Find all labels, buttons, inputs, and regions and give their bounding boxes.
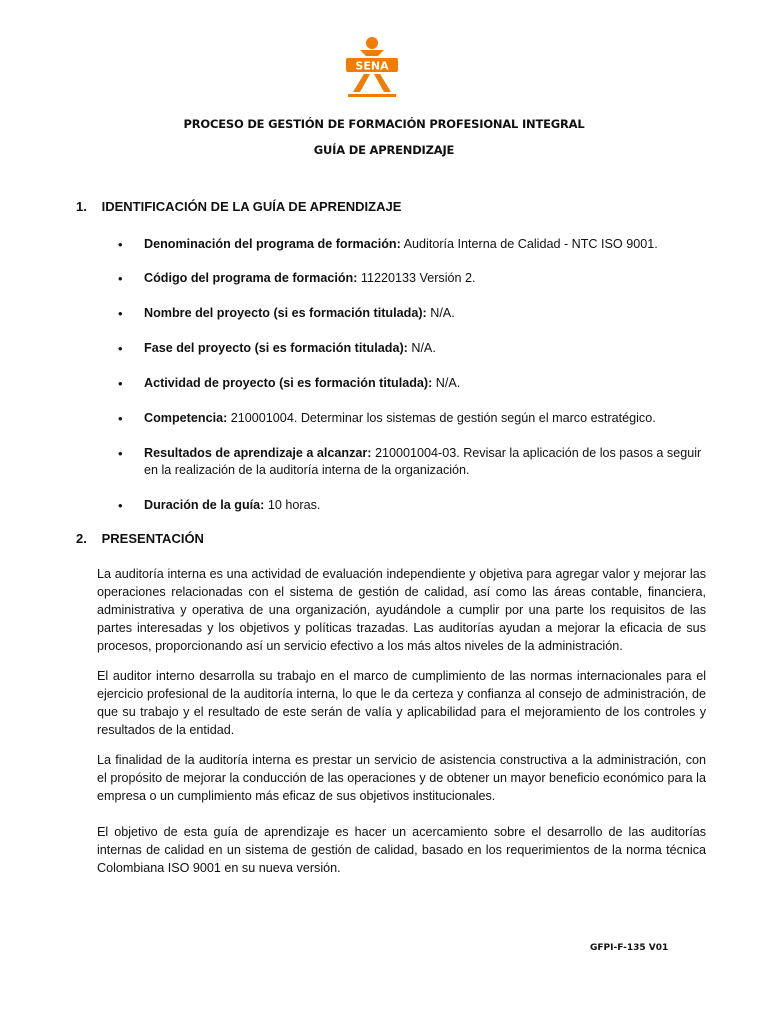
item-value: 210001004. Determinar los sistemas de gestión según el marco estratégico. bbox=[227, 411, 656, 425]
bullet-icon: • bbox=[118, 341, 123, 356]
guide-title: GUÍA DE APRENDIZAJE bbox=[313, 143, 455, 157]
item-label: Actividad de proyecto (si es formación titulada): bbox=[144, 376, 433, 390]
paragraph: El auditor interno desarrolla su trabajo en el marco de cumplimiento de las normas internacionales para el ejercicio profesional de la auditoría interna, lo que le da certeza y confianza al consejo de administración, de que su trabajo y el resultado de este serán de valía y aplicabilidad para el mejoramiento de los controles y resultados de la entidad. bbox=[97, 669, 706, 737]
item-value: 210001004-03. Revisar la aplicación de los pasos a seguir en la realización de la auditoría interna de la organización. bbox=[144, 446, 702, 477]
sena-logo bbox=[342, 36, 402, 104]
paragraph: La finalidad de la auditoría interna es prestar un servicio de asistencia constructiva a la administración, con el propósito de mejorar la conducción de las operaciones y de obtener un mayor beneficio económico para la empresa o un cumplimiento más eficaz de sus objetivos institucionales. bbox=[97, 753, 706, 803]
bullet-icon: • bbox=[118, 271, 123, 286]
bullet-icon: • bbox=[118, 376, 123, 391]
paragraph: El objetivo de esta guía de aprendizaje es hacer un acercamiento sobre el desarrollo de las auditorías internas de calidad en un sistema de gestión de calidad, basado en los requerimientos de la norma técnica Colombiana ISO 9001 en su nueva versión. bbox=[97, 825, 706, 875]
list-item bbox=[120, 375, 710, 392]
item-label: Denominación del programa de formación: bbox=[144, 237, 401, 251]
paragraph: La auditoría interna es una actividad de evaluación independiente y objetiva para agregar valor y mejorar las operaciones relacionadas con el sistema de gestión de calidad, así como las áreas contable, financiera, administrativa y operativa de una organización, ayudándole a cumplir por una parte los requisitos de las partes interesadas y los objetivos y políticas trazadas. Las auditorías ayudan a mejorar la eficacia de sus procesos, proporcionando así un servicio efectivo a los más altos niveles de la administración. bbox=[97, 567, 706, 653]
item-value: N/A. bbox=[432, 376, 461, 390]
item-label: Fase del proyecto (si es formación titulada): bbox=[144, 341, 408, 355]
item-value: N/A. bbox=[407, 341, 436, 355]
list-item bbox=[120, 305, 710, 322]
item-label: Nombre del proyecto (si es formación titulada): bbox=[144, 306, 427, 320]
section-1-title: IDENTIFICACIÓN DE LA GUÍA DE APRENDIZAJE bbox=[101, 199, 402, 214]
item-label: Competencia: bbox=[144, 411, 228, 425]
list-item bbox=[120, 410, 710, 427]
list-item bbox=[120, 445, 710, 479]
item-label: Código del programa de formación: bbox=[144, 271, 358, 285]
bullet-icon: • bbox=[118, 306, 123, 321]
section-1-number: 1. bbox=[76, 199, 87, 214]
list-item bbox=[120, 340, 710, 357]
bullet-icon: • bbox=[118, 411, 123, 426]
item-value: Auditoría Interna de Calidad - NTC ISO 9001. bbox=[400, 237, 658, 251]
item-value: N/A. bbox=[426, 306, 455, 320]
list-item bbox=[120, 270, 710, 287]
item-value: 11220133 Versión 2. bbox=[357, 271, 476, 285]
svg-text:SENA: SENA bbox=[355, 59, 389, 73]
sena-logo-icon bbox=[342, 36, 402, 104]
item-value: 10 horas. bbox=[264, 498, 321, 512]
item-label: Resultados de aprendizaje a alcanzar: bbox=[144, 446, 372, 460]
item-label: Duración de la guía: bbox=[144, 498, 265, 512]
bullet-icon: • bbox=[118, 237, 123, 252]
list-item bbox=[120, 236, 710, 253]
section-2-title: PRESENTACIÓN bbox=[101, 531, 204, 546]
process-title: PROCESO DE GESTIÓN DE FORMACIÓN PROFESIONAL INTEGRAL bbox=[183, 117, 585, 131]
list-item bbox=[120, 497, 710, 514]
section-2-number: 2. bbox=[76, 531, 87, 546]
form-code: GFPI-F-135 V01 bbox=[590, 943, 669, 953]
bullet-icon: • bbox=[118, 446, 123, 461]
bullet-icon: • bbox=[118, 498, 123, 513]
section-2-heading bbox=[76, 531, 204, 546]
section-1-heading bbox=[76, 199, 401, 214]
